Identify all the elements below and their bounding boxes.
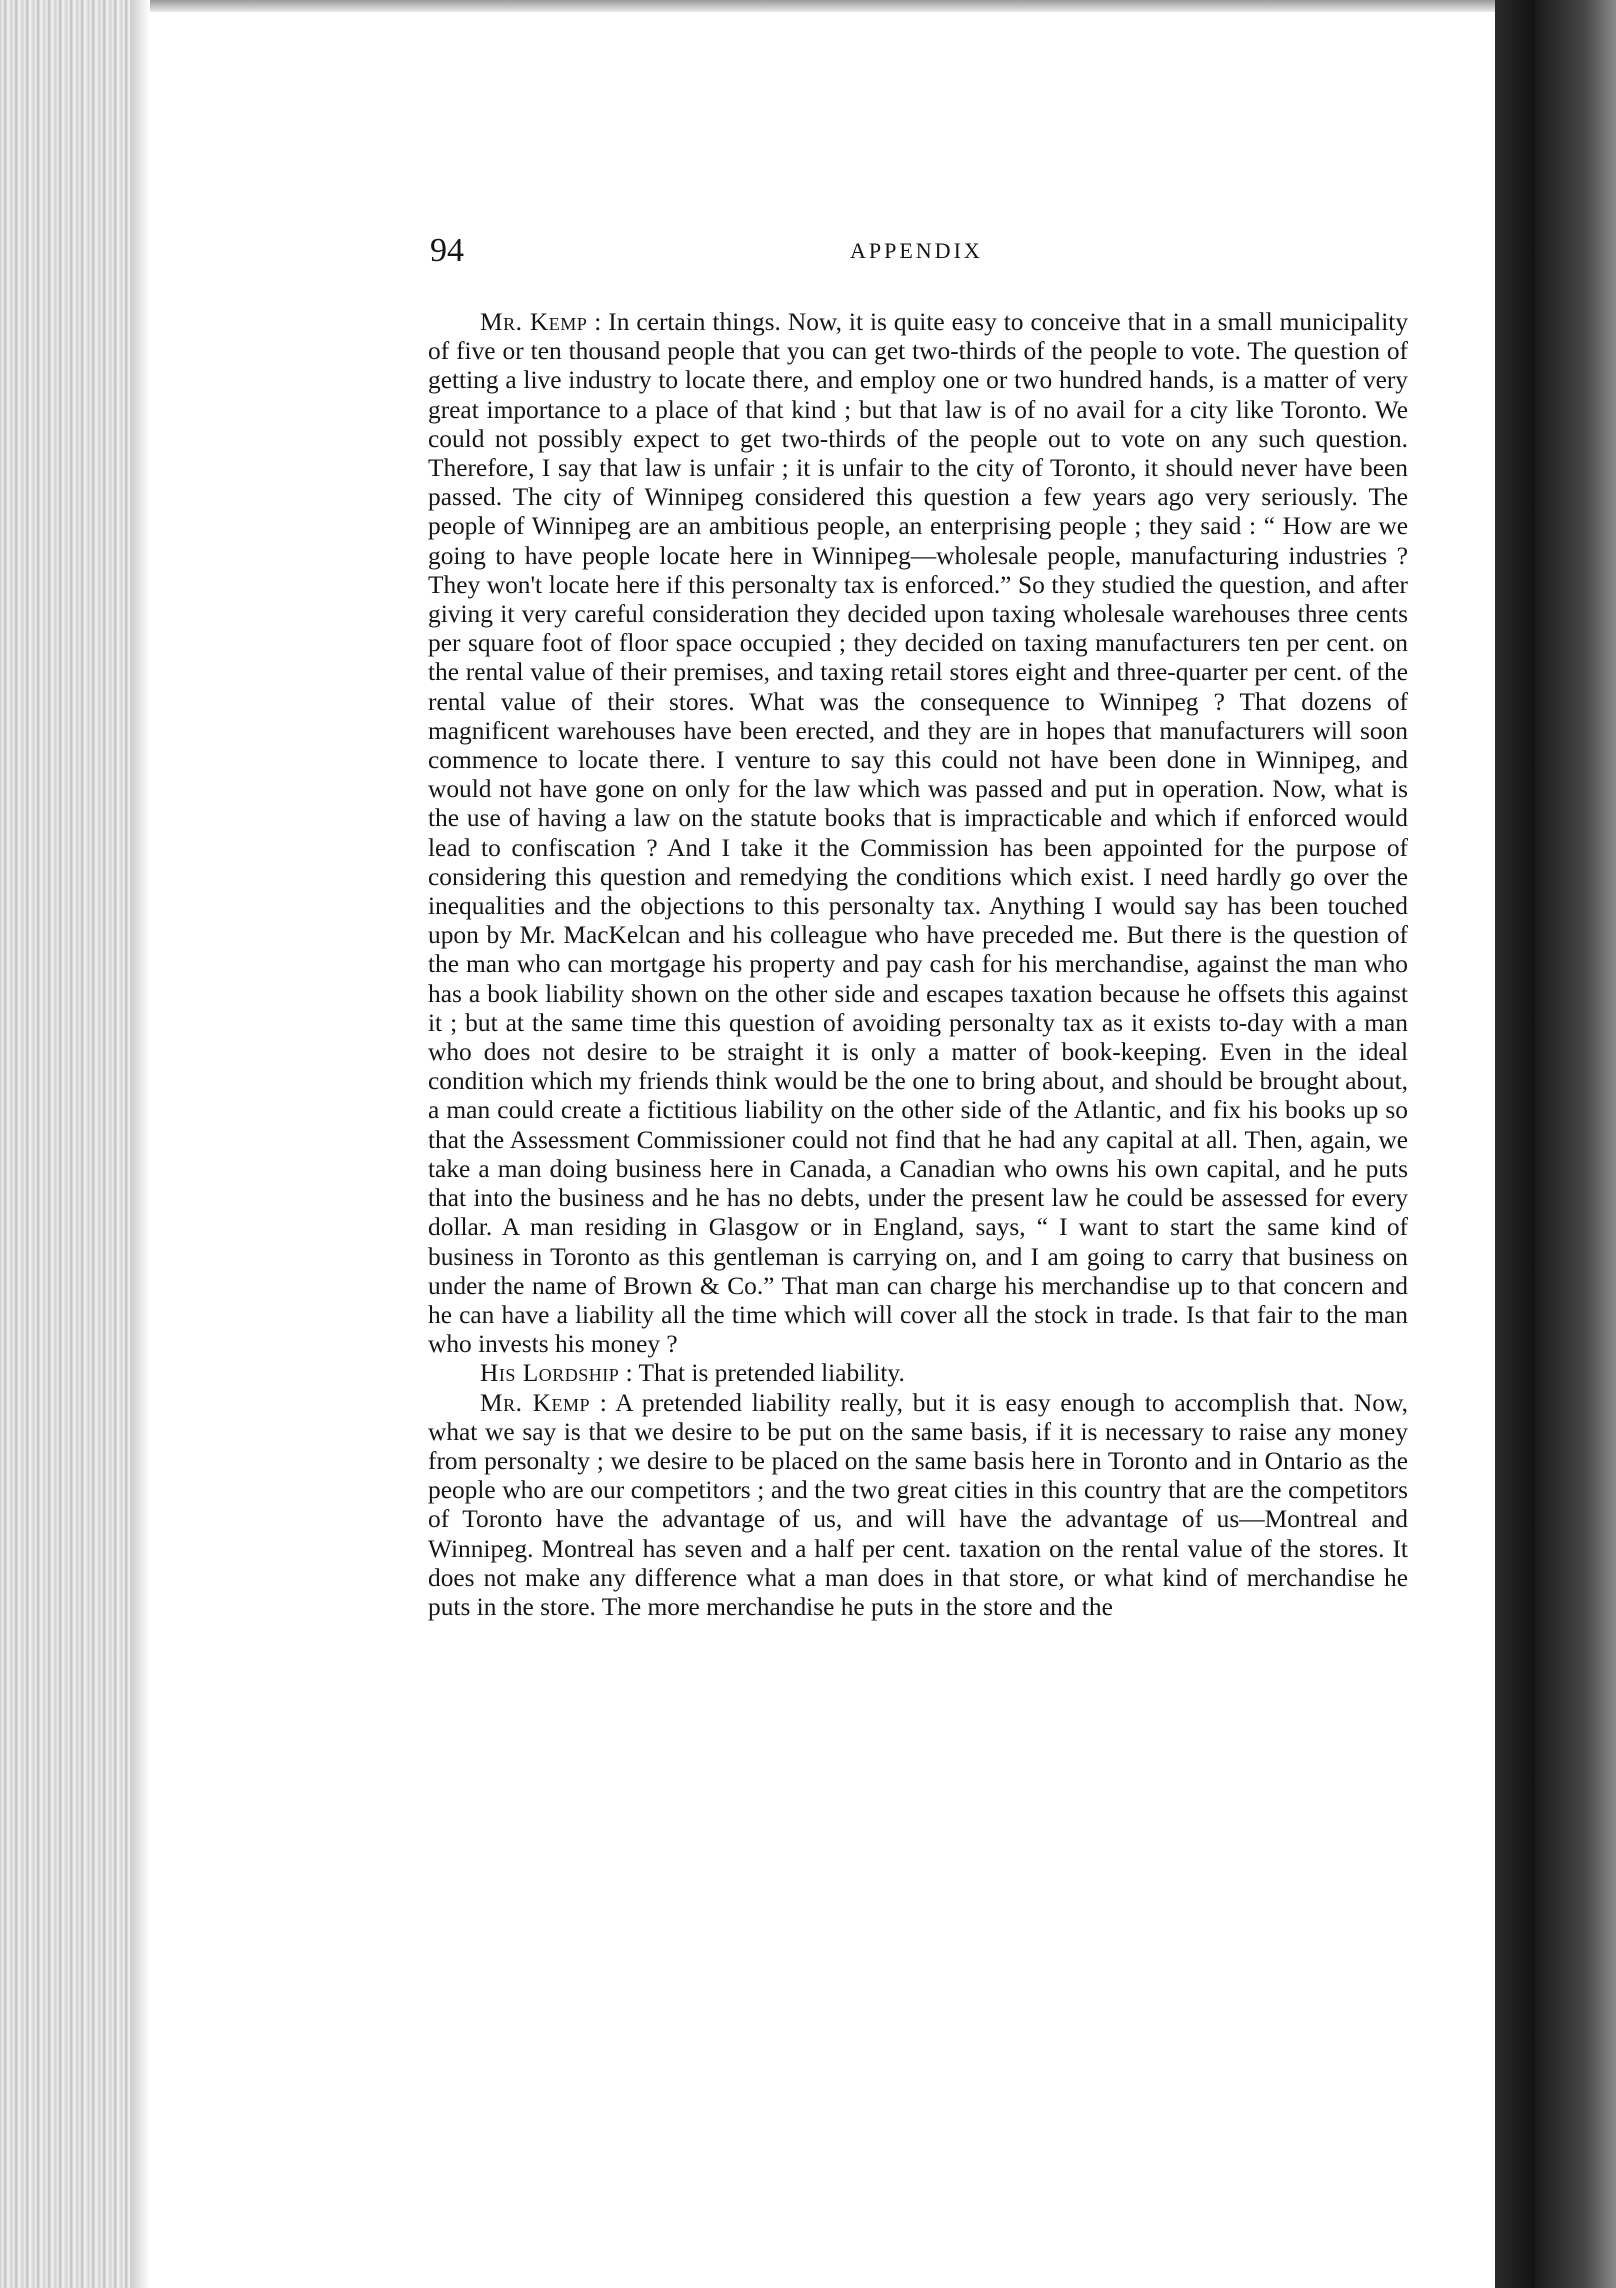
page-gutter-shadow	[130, 0, 150, 2288]
page-number: 94	[430, 232, 464, 269]
speaker-name: Mr. Kemp	[480, 1388, 591, 1417]
speaker-name: Mr. Kemp	[480, 308, 588, 336]
paragraph-text: In certain things. Now, it is quite easy to conceive that in a small municipality of five or ten thousand people that you can get two-thirds of the people to vote. The question of getting a live industry to locate there, and employ one or two hundred hands, is a matter of very great importance to a place of that kind ; but that law is of no avail for a city like Toronto. We could not possibly expect to get two-thirds of the people out to vote on any such question. Therefore, I say that law is unfair ; it is unfair to the city of Toronto, it should never have been passed. The city of Winnipeg considered this question a few years ago very seriously. The people of Winnipeg are an ambitious people, an enterprising people ; they said : “ How are we going to have people locate here in Winnipeg—wholesale people, manufacturing industries ? They won't locate here if this personalty tax is enforced.” So they studied the question, and after giving it very careful consideration they decided upon taxing wholesale warehouses three cents per square foot of floor space occupied ; they decided on taxing manufacturers ten per cent. on the rental value of their premises, and taxing retail stores eight and three-quarter per cent. of the rental value of their stores. What was the consequence to Winnipeg ? That dozens of magnificent warehouses have been erected, and they are in hopes that manufacturers will soon commence to locate there. I venture to say this could not have been done in Winnipeg, and would not have gone on only for the law which was passed and put in operation. Now, what is the use of having a law on the statute books that is impracticable and which if enforced would lead to confiscation ? And I take it the Commission has been appointed for the purpose of considering this question and remedying the conditions which exist. I need hardly go over the inequalities and the objections to this personalty tax. Anything I would say has been touched upon by Mr. MacKelcan and his colleague who have preceded me. But there is the question of the man who can mortgage his property and pay cash for his merchandise, against the man who has a book liability shown on the other side and escapes taxation because he offsets this against it ; but at the same time this question of avoiding personalty tax as it exists to-day with a man who does not desire to be straight it is only a matter of book-keeping. Even in the ideal condition which my friends think would be the one to bring about, and should be brought about, a man could create a fictitious liability on the other side of the Atlantic, and fix his books up so that the Assessment Commissioner could not find that he had any capital at all. Then, again, we take a man doing business here in Canada, a Canadian who owns his own capital, and he puts that into the business and he has no debts, under the present law he could be assessed for every dollar. A man residing in Glasgow or in England, says, “ I want to start the same kind of business in Toronto as this gentleman is carrying on, and I am going to carry that business on under the name of Brown & Co.” That man can charge his merchandise up to that concern and he can have a liability all the time which will cover all the stock in trade. Is that fair to the man who invests his money ?	[428, 308, 1409, 1359]
running-head: APPENDIX	[850, 238, 983, 263]
body-text	[428, 308, 1408, 1622]
paragraph-text: That is pretended liability.	[638, 1359, 905, 1388]
paragraph: Mr. Kemp : A pretended liability really, but it is easy enough to accomplish that. Now, what we say is that we desire to be put on the same basis, if it is necessary to raise any money from personalty ; we desire to be placed on the same basis here in Toronto and in Ontario as the people who are our competitors ; and the two great cities in this country that are the competitors of Toronto have the advantage of us, and will have the advantage of us—Montreal and Winnipeg. Montreal has seven and a half per cent. taxation on the rental value of the stores. It does not make any difference what a man does in that store, or what kind of merchandise he puts in the store. The more merchandise he puts in the store and the	[428, 1388, 1408, 1621]
speaker-name: His Lordship	[480, 1359, 620, 1388]
book-page-stack-edge	[0, 0, 150, 2288]
paragraph: Mr. Kemp : In certain things. Now, it is quite easy to conceive that in a small municipality of five or ten thousand people that you can get two-thirds of the people to vote. The question of getting a live industry to locate there, and employ one or two hundred hands, is a matter of very great importance to a place of that kind ; but that law is of no avail for a city like Toronto. We could not possibly expect to get two-thirds of the people out to vote on any such question. Therefore, I say that law is unfair ; it is unfair to the city of Toronto, it should never have been passed. The city of Winnipeg considered this question a few years ago very seriously. The people of Winnipeg are an ambitious people, an enterprising people ; they said : “ How are we going to have people locate here in Winnipeg—wholesale people, manufacturing industries ? They won't locate here if this personalty tax is enforced.” So they studied the question, and after giving it very careful consideration they decided upon taxing wholesale warehouses three cents per square foot of floor space occupied ; they decided on taxing manufacturers ten per cent. on the rental value of their premises, and taxing retail stores eight and three-quarter per cent. of the rental value of their stores. What was the consequence to Winnipeg ? That dozens of magnificent warehouses have been erected, and they are in hopes that manufacturers will soon commence to locate there. I venture to say this could not have been done in Winnipeg, and would not have gone on only for the law which was passed and put in operation. Now, what is the use of having a law on the statute books that is impracticable and which if enforced would lead to confiscation ? And I take it the Commission has been appointed for the purpose of considering this question and remedying the conditions which exist. I need hardly go over the inequalities and the objections to this personalty tax. Anything I would say has been touched upon by Mr. MacKelcan and his colleague who have preceded me. But there is the question of the man who can mortgage his property and pay cash for his merchandise, against the man who has a book liability shown on the other side and escapes taxation because he offsets this against it ; but at the same time this question of avoiding personalty tax as it exists to-day with a man who does not desire to be straight it is only a matter of book-keeping. Even in the ideal condition which my friends think would be the one to bring about, and should be brought about, a man could create a fictitious liability on the other side of the Atlantic, and fix his books up so that the Assessment Commissioner could not find that he had any capital at all. Then, again, we take a man doing business here in Canada, a Canadian who owns his own capital, and he puts that into the business and he has no debts, under the present law he could be assessed for every dollar. A man residing in Glasgow or in England, says, “ I want to start the same kind of business in Toronto as this gentleman is carrying on, and I am going to carry that business on under the name of Brown & Co.” That man can charge his merchandise up to that concern and he can have a liability all the time which will cover all the stock in trade. Is that fair to the man who invests his money ?	[428, 308, 1409, 1359]
page-header	[430, 232, 1410, 282]
page-top-edge	[0, 0, 1500, 12]
book-binding-edge	[1535, 0, 1616, 2288]
paragraph: His Lordship : That is pretended liability.	[480, 1359, 905, 1388]
paragraph-text: A pretended liability really, but it is easy enough to accomplish that. Now, what we say is that we desire to be put on the same basis, if it is necessary to raise any money from personalty ; we desire to be placed on the same basis here in Toronto and in Ontario as the people who are our competitors ; and the two great cities in this country that are the competitors of Toronto have the advantage of us, and will have the advantage of us—Montreal and Winnipeg. Montreal has seven and a half per cent. taxation on the rental value of the stores. It does not make any difference what a man does in that store, or what kind of merchandise he puts in the store. The more merchandise he puts in the store and the	[428, 1388, 1408, 1621]
